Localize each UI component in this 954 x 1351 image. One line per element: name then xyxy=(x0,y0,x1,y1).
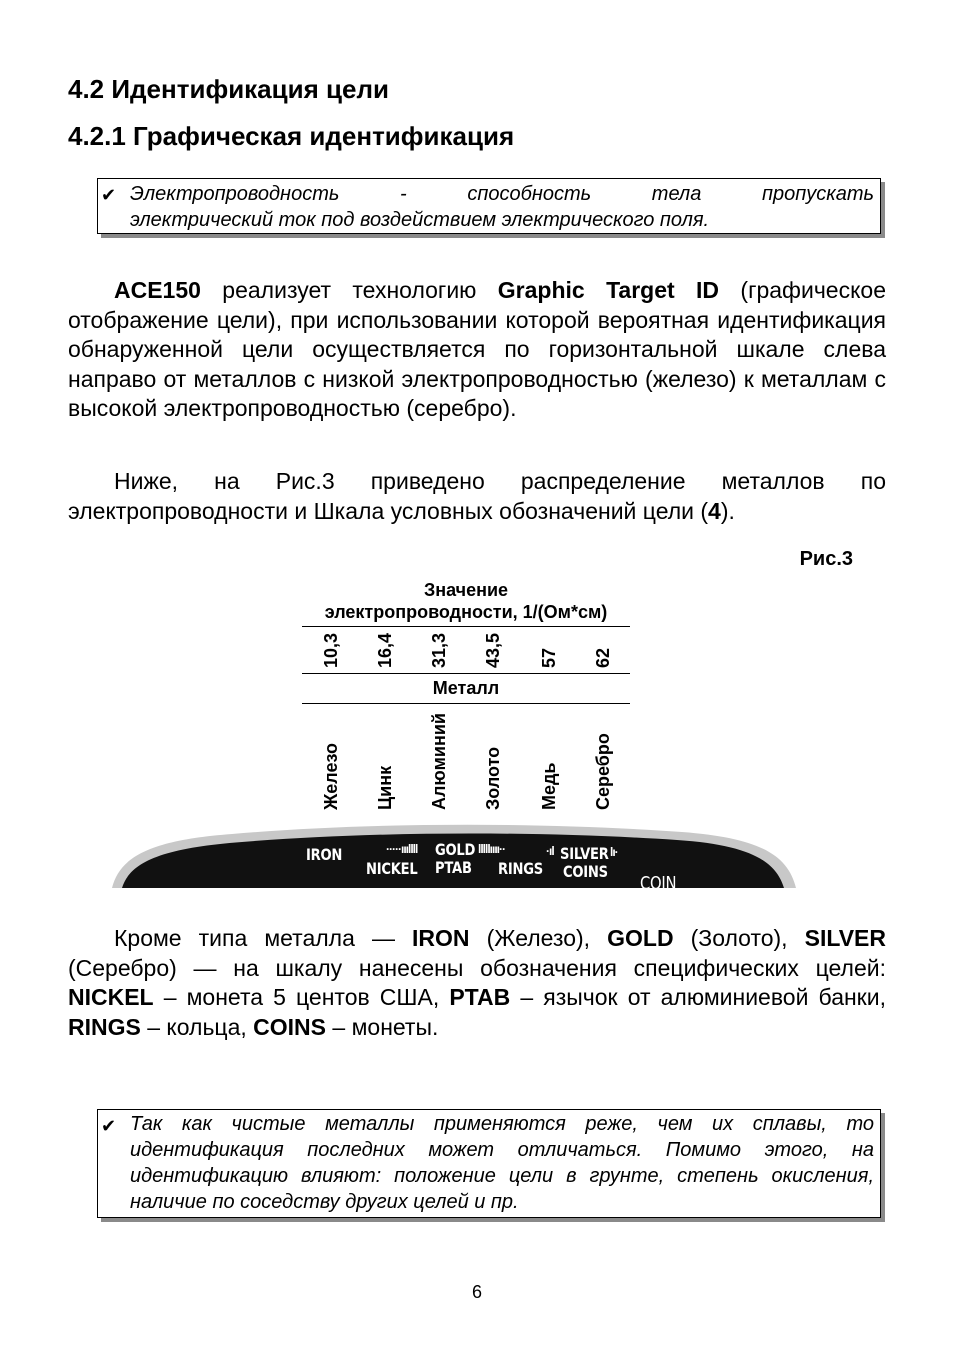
conductivity-value: 62 xyxy=(593,647,613,668)
text-span: Кроме типа металла — xyxy=(114,925,413,951)
scale-rings: RINGS xyxy=(498,859,543,878)
metal-label: Серебро xyxy=(593,733,613,810)
paragraph-graphic-target-id xyxy=(68,276,886,424)
bold-coins: COINS xyxy=(253,1013,327,1040)
text-span: (Серебро) — на шкалу нанесены обозначения специфических целей: xyxy=(68,954,886,981)
scale-iron: IRON xyxy=(306,845,343,864)
bold-nickel: NICKEL xyxy=(68,984,154,1010)
page-number: 6 xyxy=(471,1282,482,1302)
scale-coin: COIN xyxy=(640,873,677,894)
bold-graphic-target-id: Graphic Target ID xyxy=(497,277,720,303)
definition-note xyxy=(97,178,881,234)
table-divider xyxy=(302,673,630,674)
text-span: (Золото), xyxy=(673,925,805,951)
text-span: (графическое отображение цели), при использовании которой вероятная идентификация обнаруженной цели осуществляется по горизонтальной шкале слева направо от металлов с низкой электропроводностью (железо) к металлам с высокой электропроводностью (серебро). xyxy=(68,277,886,421)
text-span: реализует технологию xyxy=(200,277,498,303)
target-id-scale xyxy=(112,818,796,894)
bold-silver: SILVER xyxy=(804,925,886,951)
scale-ticks-mid: lllllıııı·· xyxy=(478,842,505,856)
table-divider xyxy=(302,703,630,704)
conductivity-value: 43,5 xyxy=(483,632,503,668)
bold-gold: GOLD xyxy=(607,925,674,951)
text-span: – монета 5 центов США, xyxy=(153,984,450,1010)
checkmark-icon: ✔ xyxy=(101,185,117,205)
checkmark-icon: ✔ xyxy=(101,1116,117,1136)
scale-ticks-silver-left: ·ıl xyxy=(546,844,554,858)
metal-label: Золото xyxy=(483,746,503,810)
note-line-1: Электропроводность - способность тела пропускать xyxy=(130,183,874,205)
scale-ticks-left: ·····ıııllll xyxy=(386,842,418,856)
text-span: – монеты. xyxy=(326,1013,439,1040)
text-span: – кольца, xyxy=(140,1013,254,1040)
metal-label: Алюминий xyxy=(429,713,449,810)
bold-iron: IRON xyxy=(412,925,470,951)
bold-ace150: ACE150 xyxy=(114,277,201,303)
metal-label: Железо xyxy=(321,743,341,810)
paragraph-target-labels xyxy=(68,924,886,1042)
conductivity-value: 16,4 xyxy=(375,632,395,668)
bold-ref-number: 4 xyxy=(708,497,721,524)
metal-label: Цинк xyxy=(375,765,395,810)
scale-nickel: NICKEL xyxy=(366,859,418,878)
conductivity-value: 31,3 xyxy=(429,632,449,668)
conductivity-title-line-1: Значение xyxy=(423,580,509,600)
scale-gold: GOLD xyxy=(435,840,476,859)
conductivity-value: 57 xyxy=(539,647,559,668)
text-span: – язычок от алюминиевой банки, xyxy=(510,984,886,1010)
scale-ptab: PTAB xyxy=(435,858,472,877)
subsection-heading: 4.2.1 Графическая идентификация xyxy=(68,121,515,151)
alloy-note xyxy=(97,1109,881,1218)
text-span: (Железо), xyxy=(469,925,608,951)
bold-rings: RINGS xyxy=(68,1013,141,1040)
paragraph-figure-intro xyxy=(68,467,886,526)
conductivity-title-line-2: электропроводности, 1/(Ом*см) xyxy=(324,602,608,622)
table-divider xyxy=(302,626,630,627)
scale-coins: COINS xyxy=(563,862,608,881)
figure-label: Рис.3 xyxy=(799,548,853,570)
bold-ptab: PTAB xyxy=(449,984,511,1010)
conductivity-title xyxy=(302,579,630,623)
conductivity-value: 10,3 xyxy=(321,632,341,668)
scale-ticks-silver-right: lı· xyxy=(610,845,618,859)
note-text: Так как чистые металлы применяются реже, чем их сплавы, то идентификация последних может отличаться. Помимо этого, на идентификацию влияют: положение цели в грунте, степень окисления, наличие по соседству других целей и пр. xyxy=(130,1113,874,1213)
metal-label: Медь xyxy=(539,762,559,810)
section-heading: 4.2 Идентификация цели xyxy=(68,74,389,104)
text-span: Ниже, на Рис.3 приведено распределение металлов по электропроводности и Шкала условных обозначений цели ( xyxy=(68,468,886,524)
scale-silver: SILVER xyxy=(560,844,609,863)
text-span: ). xyxy=(720,497,735,524)
metal-title: Металл xyxy=(432,678,500,698)
note-line-2: электрический ток под воздействием электрического поля. xyxy=(130,209,710,231)
